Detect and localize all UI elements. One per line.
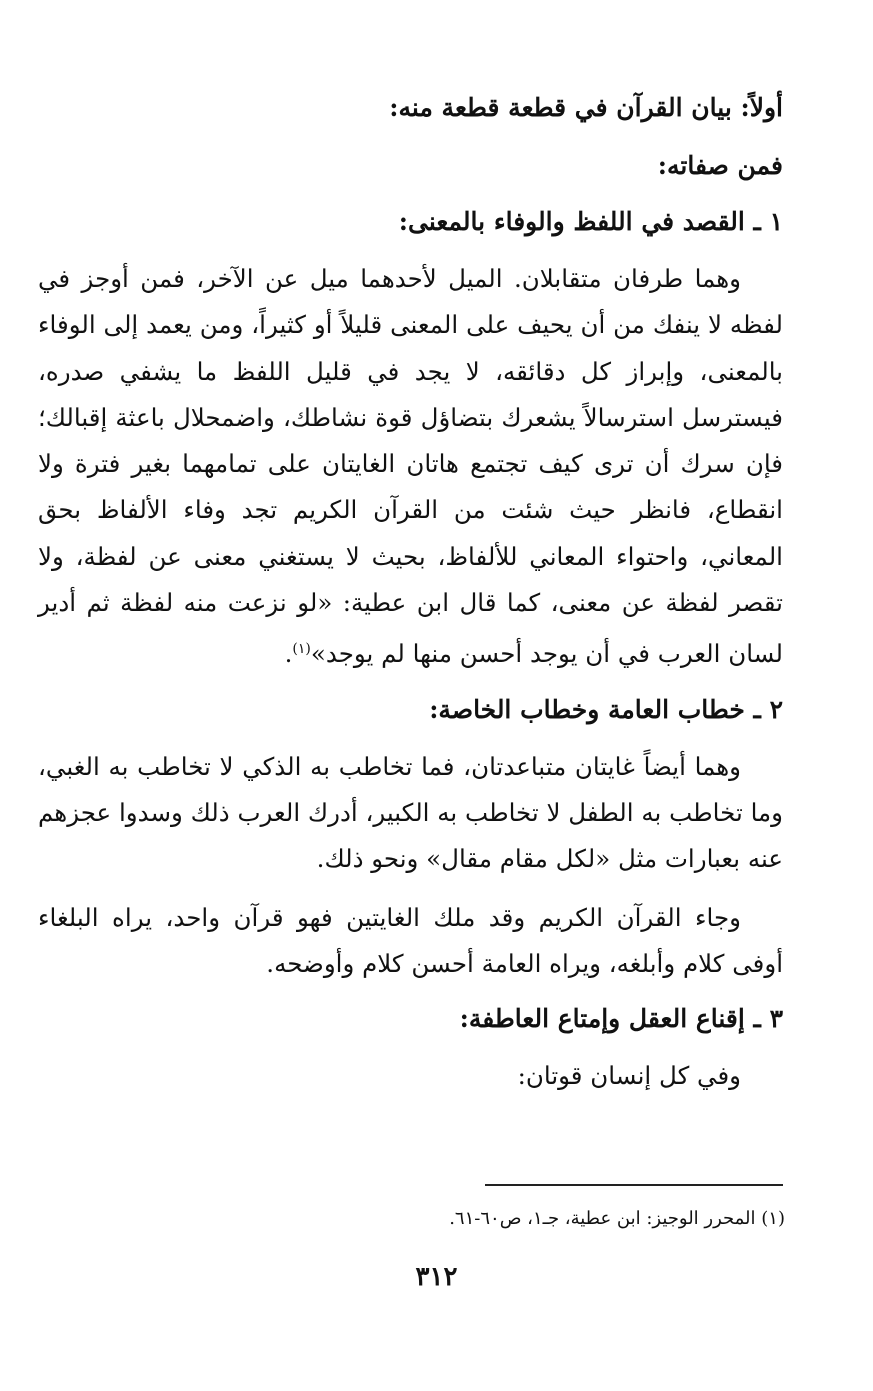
page-number: ٣١٢: [415, 1262, 458, 1292]
section-2-title: ٢ ـ خطاب العامة وخطاب الخاصة:: [429, 694, 783, 724]
section-1-end: .: [284, 639, 293, 669]
section-1-paragraph: [38, 256, 783, 678]
section-2-paragraph-1: وهما أيضاً غايتان متباعدتان، فما تخاطب به الذكي لا تخاطب به الغبي، وما تخاطب به الطفل لا تخاطب به الكبير، أدرك العرب ذلك وسدوا عجزهم عنه بعبارات مثل «لكل مقام مقال» ونحو ذلك.: [38, 751, 783, 874]
section-2-paragraph-2: وجاء القرآن الكريم وقد ملك الغايتين فهو قرآن واحد، يراه البلغاء أوفى كلام وأبلغه، ويراه العامة أحسن كلام وأوضحه.: [38, 902, 783, 979]
main-heading: أولاً: بيان القرآن في قطعة قطعة منه:: [389, 93, 783, 122]
section-3-title: ٣ ـ إقناع العقل وإمتاع العاطفة:: [459, 1004, 783, 1034]
footnote: (١) المحرر الوجيز: ابن عطية، جـ١، ص٦٠-٦١.: [449, 1208, 785, 1229]
section-3-paragraph: وفي كل إنسان قوتان:: [517, 1061, 741, 1091]
section-1-text: وهما طرفان متقابلان. الميل لأحدهما ميل عن الآخر، فمن أوجز في لفظه لا ينفك من أن يحيف على المعنى قليلاً أو كثيراً، ومن يعمد إلى الوفاء بالمعنى، وإبراز كل دقائقه، لا يجد في قليل اللفظ ما يشفي صدره، فيسترسل استرسالاً يشعرك بتضاؤل قوة نشاطك، واضمحلال باعثة إقبالك؛ فإن سرك أن ترى كيف تجتمع هاتان الغايتان على تمامهما بغير فترة ولا انقطاع، فانظر حيث شئت من القرآن الكريم تجد وفاء الألفاظ بحق المعاني، واحتواء المعاني للألفاظ، بحيث لا يستغني معنى عن لفظة، ولا تقصر لفظة عن معنى، كما قال ابن عطية: «لو نزعت منه لفظة ثم أدير لسان العرب في أن يوجد أحسن منها لم يوجد»: [38, 264, 783, 669]
sub-heading: فمن صفاته:: [657, 151, 783, 180]
footnote-divider: [485, 1184, 783, 1186]
section-1-title: ١ ـ القصد في اللفظ والوفاء بالمعنى:: [398, 207, 783, 236]
footnote-marker: (١): [292, 641, 311, 658]
page-body: [38, 88, 783, 1108]
